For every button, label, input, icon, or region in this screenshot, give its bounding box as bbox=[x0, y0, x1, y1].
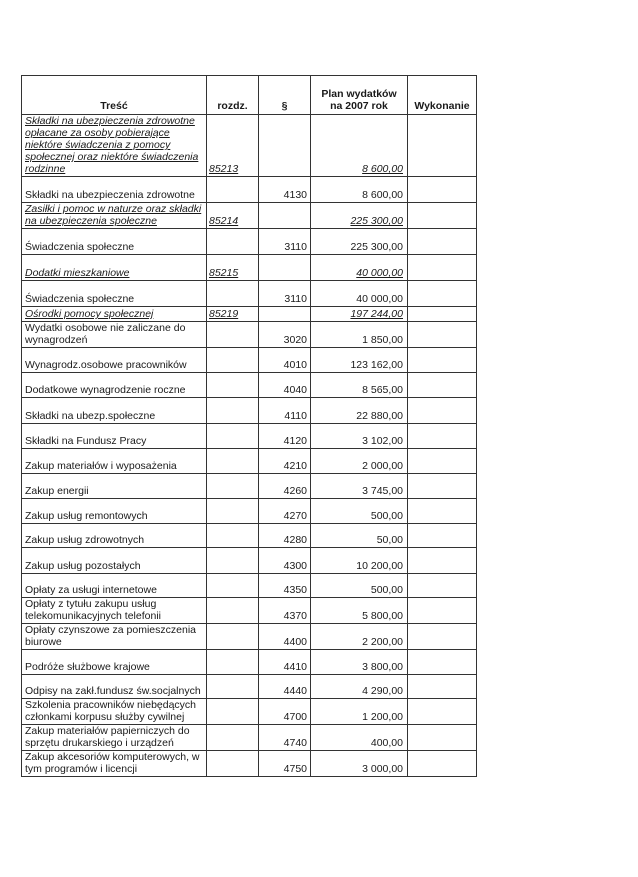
cell-wykonanie bbox=[408, 203, 477, 229]
cell-paragraf: 4010 bbox=[259, 348, 311, 373]
cell-wykonanie bbox=[408, 675, 477, 699]
table-row bbox=[22, 281, 477, 307]
table-row bbox=[22, 699, 477, 725]
cell-rozdz bbox=[207, 229, 259, 255]
cell-rozdz: 85214 bbox=[207, 203, 259, 229]
header-rozdz: rozdz. bbox=[207, 76, 259, 115]
table-row bbox=[22, 650, 477, 675]
cell-tresc: Świadczenia społeczne bbox=[22, 281, 207, 307]
cell-rozdz bbox=[207, 624, 259, 650]
cell-paragraf: 3110 bbox=[259, 281, 311, 307]
cell-wykonanie bbox=[408, 115, 477, 177]
cell-rozdz bbox=[207, 699, 259, 725]
cell-plan: 8 565,00 bbox=[311, 373, 408, 398]
header-wykonanie: Wykonanie bbox=[408, 76, 477, 115]
cell-plan: 2 200,00 bbox=[311, 624, 408, 650]
budget-table-container bbox=[21, 75, 477, 777]
cell-paragraf: 4350 bbox=[259, 574, 311, 598]
cell-rozdz: 85219 bbox=[207, 307, 259, 322]
cell-paragraf: 4400 bbox=[259, 624, 311, 650]
table-row bbox=[22, 449, 477, 474]
cell-paragraf bbox=[259, 307, 311, 322]
cell-paragraf: 3110 bbox=[259, 229, 311, 255]
cell-wykonanie bbox=[408, 424, 477, 449]
cell-tresc: Podróże służbowe krajowe bbox=[22, 650, 207, 675]
header-row bbox=[22, 76, 477, 115]
table-body bbox=[22, 115, 477, 777]
cell-paragraf bbox=[259, 115, 311, 177]
cell-rozdz bbox=[207, 398, 259, 424]
cell-wykonanie bbox=[408, 177, 477, 203]
cell-rozdz bbox=[207, 373, 259, 398]
cell-plan: 8 600,00 bbox=[311, 177, 408, 203]
cell-tresc: Składki na Fundusz Pracy bbox=[22, 424, 207, 449]
cell-wykonanie bbox=[408, 229, 477, 255]
cell-tresc: Odpisy na zakł.fundusz św.socjalnych bbox=[22, 675, 207, 699]
cell-rozdz bbox=[207, 281, 259, 307]
cell-tresc: Wydatki osobowe nie zaliczane do wynagrodzeń bbox=[22, 322, 207, 348]
chapter-row bbox=[22, 255, 477, 281]
cell-plan: 3 745,00 bbox=[311, 474, 408, 499]
table-row bbox=[22, 548, 477, 574]
cell-wykonanie bbox=[408, 699, 477, 725]
cell-paragraf bbox=[259, 203, 311, 229]
chapter-row bbox=[22, 115, 477, 177]
cell-plan: 1 850,00 bbox=[311, 322, 408, 348]
header-tresc: Treść bbox=[22, 76, 207, 115]
cell-rozdz bbox=[207, 449, 259, 474]
table-row bbox=[22, 474, 477, 499]
cell-paragraf: 4750 bbox=[259, 751, 311, 777]
cell-tresc: Zakup usług zdrowotnych bbox=[22, 524, 207, 548]
cell-tresc: Opłaty czynszowe za pomieszczenia biurowe bbox=[22, 624, 207, 650]
cell-wykonanie bbox=[408, 474, 477, 499]
header-paragraf: § bbox=[259, 76, 311, 115]
table-row bbox=[22, 524, 477, 548]
cell-wykonanie bbox=[408, 322, 477, 348]
cell-plan: 1 200,00 bbox=[311, 699, 408, 725]
cell-wykonanie bbox=[408, 255, 477, 281]
table-row bbox=[22, 322, 477, 348]
cell-plan: 22 880,00 bbox=[311, 398, 408, 424]
cell-wykonanie bbox=[408, 499, 477, 524]
cell-paragraf: 4410 bbox=[259, 650, 311, 675]
cell-tresc: Wynagrodz.osobowe pracowników bbox=[22, 348, 207, 373]
cell-wykonanie bbox=[408, 373, 477, 398]
cell-paragraf: 4440 bbox=[259, 675, 311, 699]
cell-paragraf: 4110 bbox=[259, 398, 311, 424]
table-row bbox=[22, 373, 477, 398]
table-row bbox=[22, 725, 477, 751]
cell-rozdz bbox=[207, 725, 259, 751]
table-row bbox=[22, 598, 477, 624]
chapter-row bbox=[22, 307, 477, 322]
cell-plan: 225 300,00 bbox=[311, 229, 408, 255]
cell-plan: 10 200,00 bbox=[311, 548, 408, 574]
cell-paragraf: 4120 bbox=[259, 424, 311, 449]
cell-rozdz bbox=[207, 548, 259, 574]
cell-plan: 197 244,00 bbox=[311, 307, 408, 322]
cell-tresc: Opłaty za usługi internetowe bbox=[22, 574, 207, 598]
table-row bbox=[22, 229, 477, 255]
cell-tresc: Zakup materiałów i wyposażenia bbox=[22, 449, 207, 474]
cell-plan: 5 800,00 bbox=[311, 598, 408, 624]
cell-paragraf: 4740 bbox=[259, 725, 311, 751]
cell-plan: 123 162,00 bbox=[311, 348, 408, 373]
cell-paragraf: 4260 bbox=[259, 474, 311, 499]
cell-plan: 400,00 bbox=[311, 725, 408, 751]
table-row bbox=[22, 177, 477, 203]
cell-plan: 3 102,00 bbox=[311, 424, 408, 449]
cell-tresc: Składki na ubezp.społeczne bbox=[22, 398, 207, 424]
cell-wykonanie bbox=[408, 449, 477, 474]
cell-rozdz bbox=[207, 598, 259, 624]
cell-paragraf: 4300 bbox=[259, 548, 311, 574]
cell-plan: 4 290,00 bbox=[311, 675, 408, 699]
cell-tresc: Opłaty z tytułu zakupu usług telekomunikacyjnych telefonii bbox=[22, 598, 207, 624]
cell-rozdz bbox=[207, 751, 259, 777]
cell-tresc: Zakup energii bbox=[22, 474, 207, 499]
cell-rozdz: 85213 bbox=[207, 115, 259, 177]
cell-paragraf: 4370 bbox=[259, 598, 311, 624]
table-row bbox=[22, 499, 477, 524]
table-row bbox=[22, 751, 477, 777]
table-row bbox=[22, 624, 477, 650]
cell-rozdz: 85215 bbox=[207, 255, 259, 281]
cell-wykonanie bbox=[408, 548, 477, 574]
cell-tresc: Szkolenia pracowników niebędących członkami korpusu służby cywilnej bbox=[22, 699, 207, 725]
cell-tresc: Składki na ubezpieczenia zdrowotne opłacane za osoby pobierające niektóre świadczenia z pomocy społecznej oraz niektóre świadczenia rodzinne bbox=[22, 115, 207, 177]
cell-plan: 40 000,00 bbox=[311, 281, 408, 307]
cell-plan: 225 300,00 bbox=[311, 203, 408, 229]
cell-tresc: Zakup usług pozostałych bbox=[22, 548, 207, 574]
cell-wykonanie bbox=[408, 281, 477, 307]
table-row bbox=[22, 675, 477, 699]
cell-rozdz bbox=[207, 499, 259, 524]
table-row bbox=[22, 574, 477, 598]
cell-wykonanie bbox=[408, 751, 477, 777]
cell-rozdz bbox=[207, 650, 259, 675]
cell-wykonanie bbox=[408, 650, 477, 675]
cell-rozdz bbox=[207, 574, 259, 598]
cell-rozdz bbox=[207, 524, 259, 548]
cell-wykonanie bbox=[408, 524, 477, 548]
cell-rozdz bbox=[207, 322, 259, 348]
cell-plan: 3 000,00 bbox=[311, 751, 408, 777]
cell-tresc: Dodatki mieszkaniowe bbox=[22, 255, 207, 281]
cell-paragraf: 4280 bbox=[259, 524, 311, 548]
cell-tresc: Zasiłki i pomoc w naturze oraz składki na ubezpieczenia społeczne bbox=[22, 203, 207, 229]
cell-paragraf: 4700 bbox=[259, 699, 311, 725]
cell-wykonanie bbox=[408, 574, 477, 598]
cell-tresc: Zakup usług remontowych bbox=[22, 499, 207, 524]
cell-tresc: Zakup materiałów papierniczych do sprzętu drukarskiego i urządzeń bbox=[22, 725, 207, 751]
cell-tresc: Zakup akcesoriów komputerowych, w tym programów i licencji bbox=[22, 751, 207, 777]
budget-table bbox=[21, 75, 477, 777]
cell-tresc: Świadczenia społeczne bbox=[22, 229, 207, 255]
cell-plan: 500,00 bbox=[311, 574, 408, 598]
cell-wykonanie bbox=[408, 624, 477, 650]
cell-wykonanie bbox=[408, 598, 477, 624]
cell-rozdz bbox=[207, 474, 259, 499]
cell-wykonanie bbox=[408, 307, 477, 322]
cell-plan: 8 600,00 bbox=[311, 115, 408, 177]
cell-plan: 3 800,00 bbox=[311, 650, 408, 675]
cell-paragraf: 4270 bbox=[259, 499, 311, 524]
cell-plan: 40 000,00 bbox=[311, 255, 408, 281]
cell-paragraf: 4040 bbox=[259, 373, 311, 398]
cell-plan: 50,00 bbox=[311, 524, 408, 548]
cell-wykonanie bbox=[408, 725, 477, 751]
cell-paragraf: 4210 bbox=[259, 449, 311, 474]
cell-paragraf: 3020 bbox=[259, 322, 311, 348]
table-row bbox=[22, 398, 477, 424]
cell-rozdz bbox=[207, 675, 259, 699]
header-plan: Plan wydatków na 2007 rok bbox=[311, 76, 408, 115]
cell-rozdz bbox=[207, 348, 259, 373]
cell-paragraf bbox=[259, 255, 311, 281]
cell-plan: 2 000,00 bbox=[311, 449, 408, 474]
cell-wykonanie bbox=[408, 398, 477, 424]
cell-tresc: Składki na ubezpieczenia zdrowotne bbox=[22, 177, 207, 203]
cell-paragraf: 4130 bbox=[259, 177, 311, 203]
table-row bbox=[22, 348, 477, 373]
cell-tresc: Dodatkowe wynagrodzenie roczne bbox=[22, 373, 207, 398]
cell-rozdz bbox=[207, 424, 259, 449]
cell-rozdz bbox=[207, 177, 259, 203]
cell-wykonanie bbox=[408, 348, 477, 373]
cell-tresc: Ośrodki pomocy społecznej bbox=[22, 307, 207, 322]
table-row bbox=[22, 424, 477, 449]
chapter-row bbox=[22, 203, 477, 229]
cell-plan: 500,00 bbox=[311, 499, 408, 524]
